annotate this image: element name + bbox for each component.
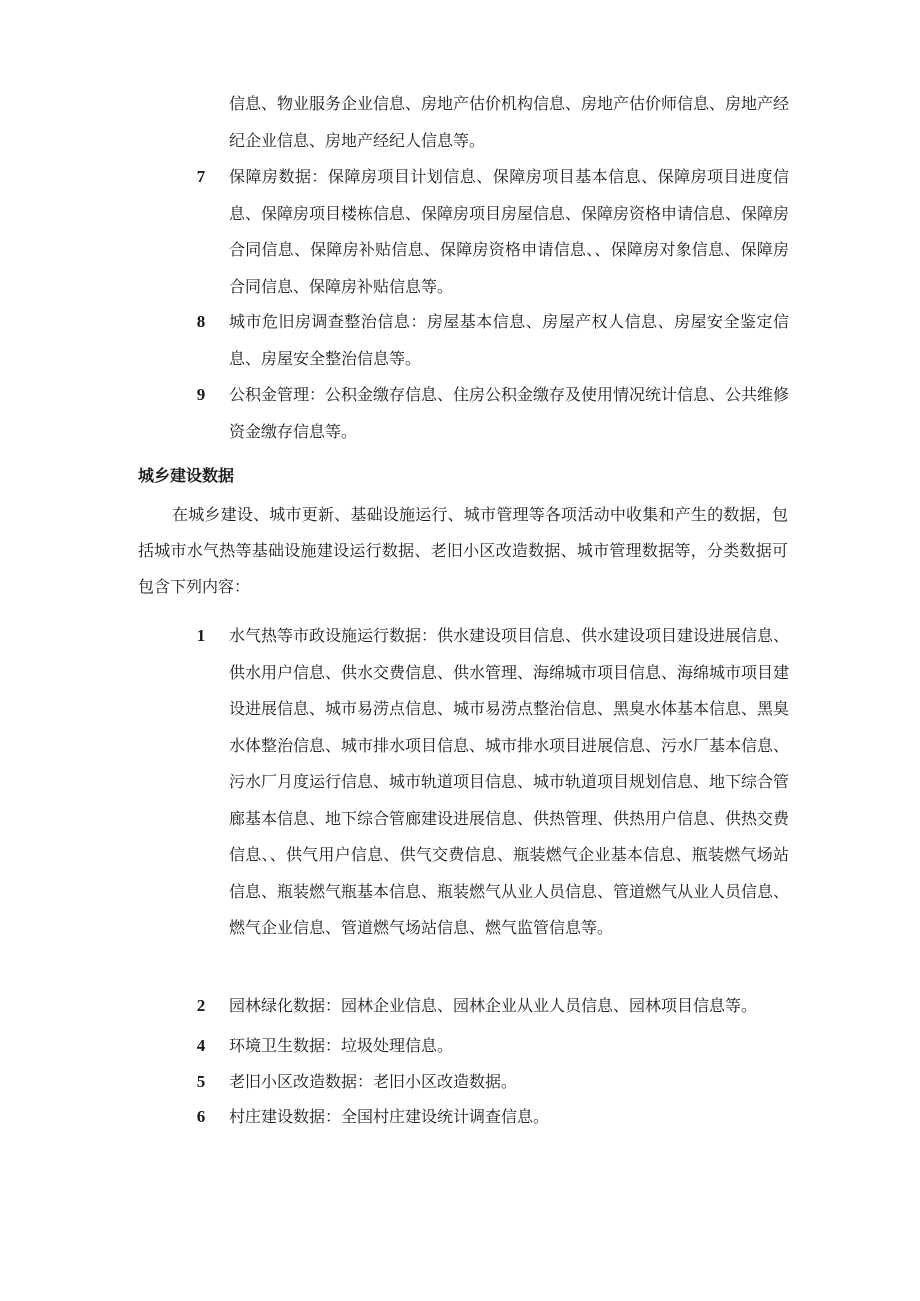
- section-heading: 城乡建设数据: [138, 466, 235, 485]
- list-number: 8: [196, 312, 206, 331]
- list-text: 园林绿化数据：园林企业信息、园林企业从业人员信息、园林项目信息等。: [229, 996, 758, 1015]
- list-text: 公积金管理：公积金缴存信息、住房公积金缴存及使用情况统计信息、公共维修资金缴存信息等。: [229, 385, 790, 441]
- continuation-paragraph: 信息、物业服务企业信息、房地产估价机构信息、房地产估价师信息、房地产经纪企业信息、房地产经纪人信息等。: [229, 94, 790, 150]
- list-number: 2: [196, 996, 206, 1015]
- list-text: 环境卫生数据：垃圾处理信息。: [229, 1036, 454, 1055]
- list-text: 村庄建设数据：全国村庄建设统计调查信息。: [229, 1107, 550, 1126]
- list-number: 1: [196, 626, 206, 645]
- list-number: 5: [196, 1072, 206, 1091]
- list-text: 水气热等市政设施运行数据：供水建设项目信息、供水建设项目建设进展信息、供水用户信息、供水交费信息、供水管理、海绵城市项目信息、海绵城市项目建设进展信息、城市易涝点信息、城市易涝点整治信息、黑臭水体基本信息、黑臭水体整治信息、城市排水项目信息、城市排水项目进展信息、污水厂基本信息、污水厂月度运行信息、城市轨道项目信息、城市轨道项目规划信息、地下综合管廊基本信息、地下综合管廊建设进展信息、供热管理、供热用户信息、供热交费信息、、供气用户信息、供气交费信息、瓶装燃气企业基本信息、瓶装燃气场站信息、瓶装燃气瓶基本信息、瓶装燃气从业人员信息、管道燃气从业人员信息、燃气企业信息、管道燃气场站信息、燃气监管信息等。: [229, 626, 790, 937]
- section-intro-paragraph: 在城乡建设、城市更新、基础设施运行、城市管理等各项活动中收集和产生的数据，包括城市水气热等基础设施建设运行数据、老旧小区改造数据、城市管理数据等，分类数据可包含下列内容：: [138, 505, 788, 596]
- list-number: 6: [196, 1107, 206, 1126]
- list-text: 城市危旧房调查整治信息：房屋基本信息、房屋产权人信息、房屋安全鉴定信息、房屋安全整治信息等。: [229, 312, 789, 368]
- list-text: 老旧小区改造数据：老旧小区改造数据。: [229, 1072, 518, 1091]
- list-number: 4: [196, 1036, 206, 1055]
- list-number: 9: [196, 385, 206, 404]
- list-number: 7: [196, 167, 206, 186]
- list-text: 保障房数据：保障房项目计划信息、保障房项目基本信息、保障房项目进度信息、保障房项目楼栋信息、保障房项目房屋信息、保障房资格申请信息、保障房合同信息、保障房补贴信息、保障房资格申请信息、、保障房对象信息、保障房合同信息、保障房补贴信息等。: [229, 167, 790, 296]
